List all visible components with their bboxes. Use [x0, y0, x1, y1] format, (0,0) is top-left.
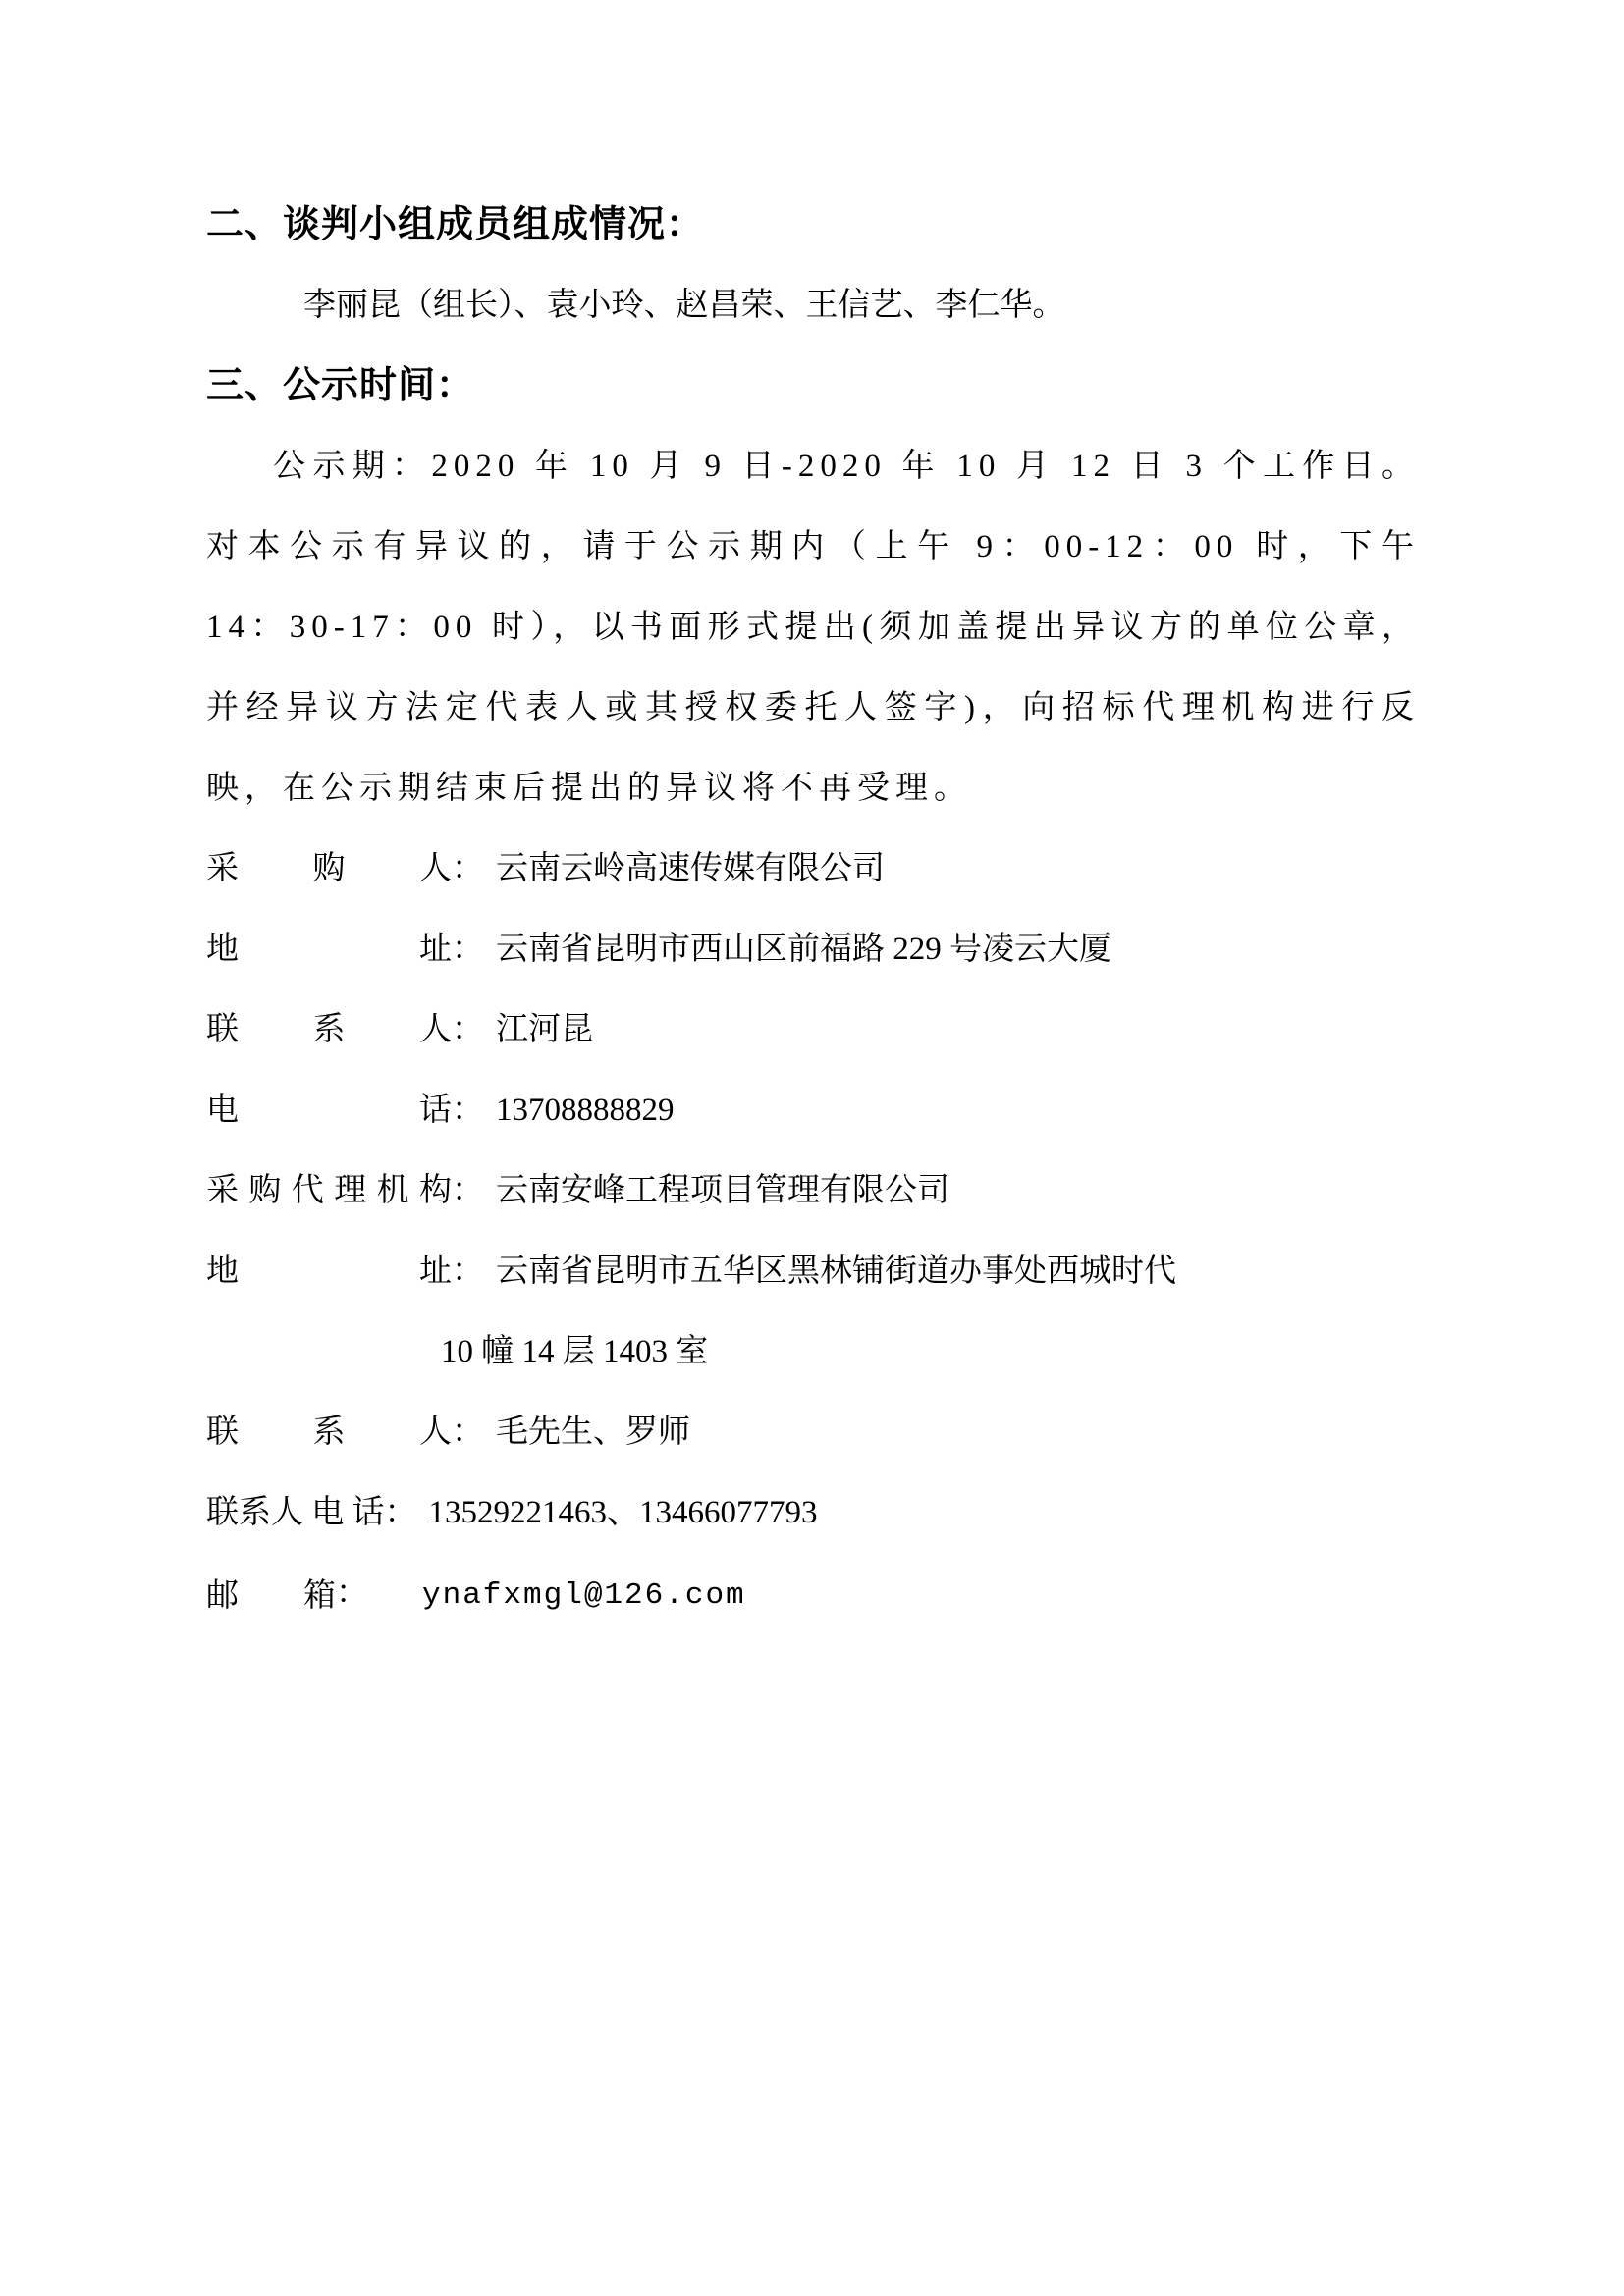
- contact-row-purchaser-address: [206, 909, 1420, 989]
- field-value: 10 幢 14 层 1403 室: [441, 1334, 709, 1369]
- field-value: 云南安峰工程项目管理有限公司: [496, 1173, 949, 1208]
- field-value: ynafxmgl@126.com: [422, 1578, 746, 1613]
- publicity-period-paragraph: 公示期：2020 年 10 月 9 日-2020 年 10 月 12 日 3 个工作日。对本公示有异议的，请于公示期内（上午 9：00-12：00 时，下午 14：30-17：00 时），以书面形式提出(须加盖提出异议方的单位公章，并经异议方法定代表人或其授权委托人签字)，向招标代理机构进行反映，在公示期结束后提出的异议将不再受理。: [206, 449, 1420, 806]
- field-colon: ：: [452, 1093, 484, 1128]
- field-label: 电 话: [206, 1093, 452, 1128]
- field-label: 地 址: [206, 932, 452, 967]
- contact-row-agency-address: [206, 1231, 1420, 1311]
- field-label: 联系人 电 话: [206, 1495, 385, 1530]
- field-label: 邮 箱: [206, 1578, 336, 1614]
- field-label: 采购代理机构: [206, 1173, 452, 1208]
- contact-row-agency: [206, 1150, 1420, 1231]
- field-value: 13529221463、13466077793: [428, 1495, 818, 1530]
- field-colon: ：: [336, 1575, 368, 1611]
- contact-row-contact-person: [206, 989, 1420, 1070]
- contact-row-phone: [206, 1070, 1420, 1150]
- field-value: 毛先生、罗师: [496, 1415, 690, 1450]
- field-value: 13708888829: [496, 1093, 675, 1128]
- contact-row-agency-address-continued: [206, 1311, 1420, 1392]
- field-value: 江河昆: [496, 1012, 593, 1047]
- field-label: 联 系 人: [206, 1012, 452, 1047]
- contact-row-purchaser: [206, 828, 1420, 909]
- field-colon: ：: [452, 932, 484, 967]
- contact-row-agency-contact-person: [206, 1392, 1420, 1472]
- field-label: 地 址: [206, 1254, 452, 1289]
- section-heading-publicity-time: 三、公示时间：: [206, 365, 475, 406]
- field-colon: ：: [452, 1254, 484, 1289]
- field-colon: ：: [452, 1173, 484, 1208]
- field-value: 云南省昆明市五华区黑林铺街道办事处西城时代: [496, 1254, 1176, 1289]
- field-label: 联 系 人: [206, 1415, 452, 1450]
- contact-row-agency-phone: [206, 1472, 1420, 1553]
- field-colon: ：: [452, 1415, 484, 1450]
- section-heading-negotiation-team: 二、谈判小组成员组成情况：: [206, 204, 705, 245]
- field-colon: ：: [452, 851, 484, 886]
- field-value: 云南云岭高速传媒有限公司: [496, 851, 885, 886]
- negotiation-team-members: 李丽昆（组长）、袁小玲、赵昌荣、王信艺、李仁华。: [303, 288, 1065, 323]
- field-label: 采 购 人: [206, 851, 452, 886]
- contact-row-email: [206, 1553, 1420, 1636]
- field-colon: ：: [384, 1495, 417, 1530]
- contact-info-list: [206, 828, 1420, 1636]
- field-value: 云南省昆明市西山区前福路 229 号凌云大厦: [496, 932, 1111, 967]
- field-colon: ：: [452, 1012, 484, 1047]
